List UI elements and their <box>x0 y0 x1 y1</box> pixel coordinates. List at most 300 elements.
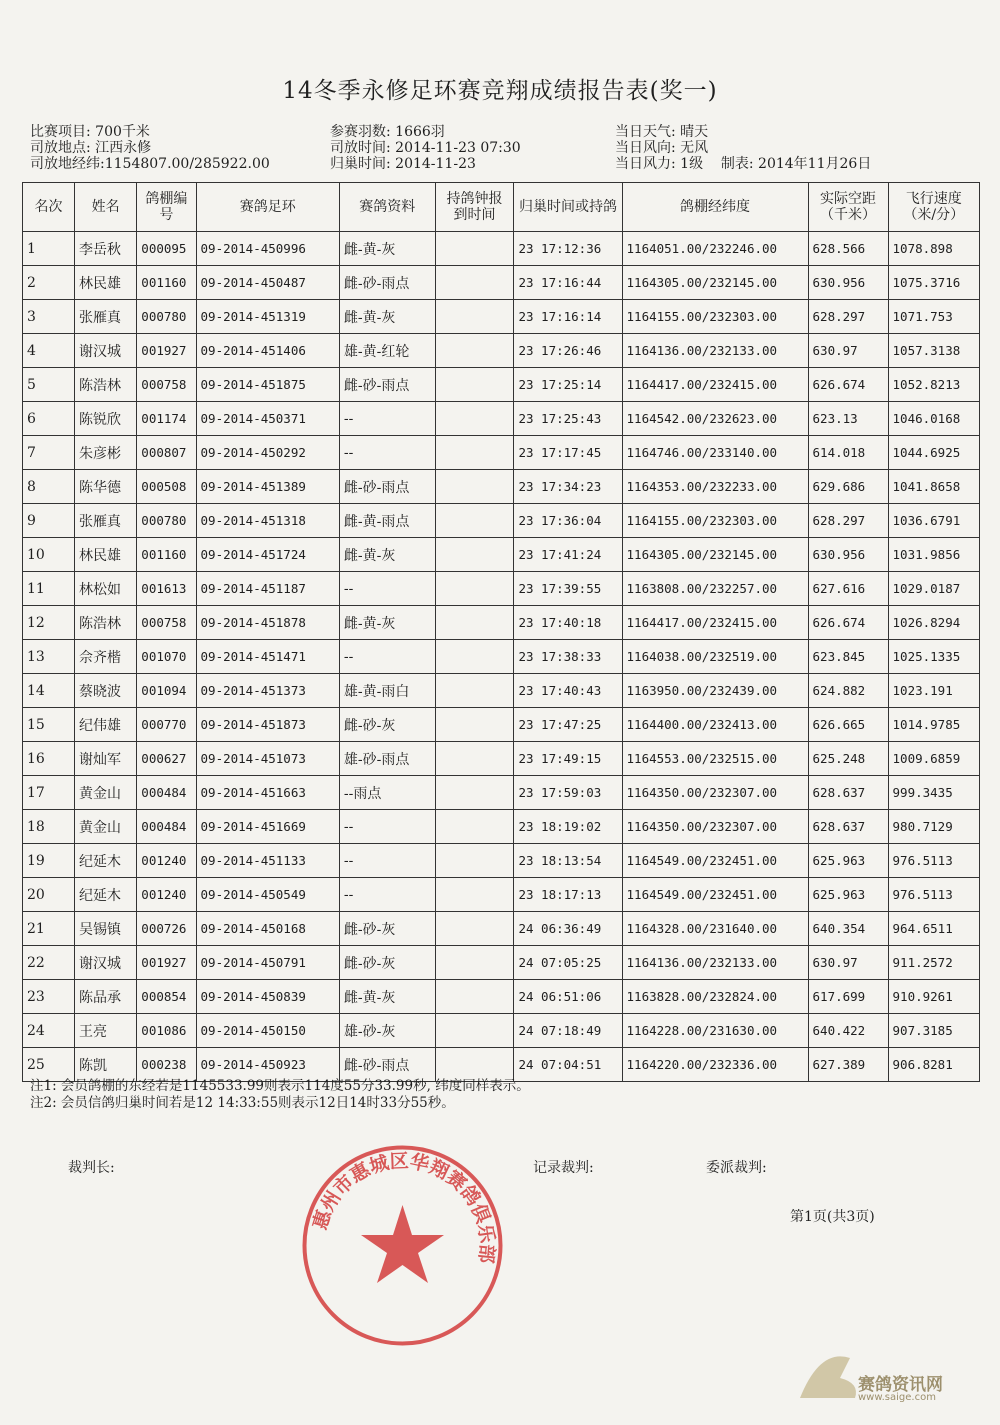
cell-name: 吴锡镇 <box>74 912 136 946</box>
cell-ring: 09-2014-450923 <box>196 1048 339 1082</box>
cell-coords: 1164328.00/231640.00 <box>622 912 808 946</box>
watermark-url: www.saige.com <box>858 1392 936 1403</box>
cell-ring: 09-2014-451875 <box>196 368 339 402</box>
cell-distance: 626.674 <box>808 606 888 640</box>
col-loft-no: 鸽棚编号 <box>137 183 196 232</box>
cell-ring: 09-2014-451873 <box>196 708 339 742</box>
cell-rank: 5 <box>23 368 75 402</box>
cell-ring: 09-2014-451724 <box>196 538 339 572</box>
wind-direction: 当日风向: 无风 <box>615 140 709 156</box>
cell-distance: 630.97 <box>808 334 888 368</box>
cell-pigeon-info: 雄-黄-雨白 <box>339 674 435 708</box>
note-2: 注2: 会员信鸽归巢时间若是12 14:33:55则表示12日14时33分55秒。 <box>30 1095 455 1111</box>
cell-name: 陈浩林 <box>74 368 136 402</box>
cell-return-time: 24 06:36:49 <box>514 912 622 946</box>
cell-pigeon-info: -- <box>339 810 435 844</box>
cell-ring: 09-2014-451319 <box>196 300 339 334</box>
cell-pigeon-info: 雌-黄-灰 <box>339 232 435 266</box>
cell-return-time: 23 17:49:15 <box>514 742 622 776</box>
cell-name: 纪延木 <box>74 878 136 912</box>
cell-distance: 628.637 <box>808 810 888 844</box>
cell-coords: 1164038.00/232519.00 <box>622 640 808 674</box>
cell-name: 纪伟雄 <box>74 708 136 742</box>
cell-rank: 12 <box>23 606 75 640</box>
info-right <box>615 124 871 172</box>
cell-loft-no: 000854 <box>137 980 196 1014</box>
cell-name: 林民雄 <box>74 266 136 300</box>
cell-rank: 7 <box>23 436 75 470</box>
cell-return-time: 23 17:40:43 <box>514 674 622 708</box>
cell-loft-no: 001094 <box>137 674 196 708</box>
cell-return-time: 23 17:16:44 <box>514 266 622 300</box>
cell-speed: 907.3185 <box>888 1014 979 1048</box>
release-time: 司放时间: 2014-11-23 07:30 <box>330 140 521 156</box>
report-title: 14冬季永修足环赛竞翔成绩报告表(奖一) <box>282 78 718 104</box>
cell-loft-no: 001160 <box>137 266 196 300</box>
cell-clock-time <box>435 708 514 742</box>
cell-clock-time <box>435 504 514 538</box>
cell-ring: 09-2014-451187 <box>196 572 339 606</box>
cell-loft-no: 000770 <box>137 708 196 742</box>
info-left <box>30 124 270 172</box>
cell-distance: 625.963 <box>808 844 888 878</box>
cell-return-time: 24 07:05:25 <box>514 946 622 980</box>
cell-pigeon-info: 雌-黄-灰 <box>339 980 435 1014</box>
watermark-name: 赛鸽资讯网 <box>858 1375 943 1395</box>
cell-clock-time <box>435 776 514 810</box>
cell-clock-time <box>435 368 514 402</box>
cell-name: 谢汉城 <box>74 334 136 368</box>
cell-speed: 1071.753 <box>888 300 979 334</box>
table-row <box>23 844 980 878</box>
table-row <box>23 402 980 436</box>
cell-coords: 1164228.00/231630.00 <box>622 1014 808 1048</box>
cell-return-time: 23 17:26:46 <box>514 334 622 368</box>
cell-rank: 20 <box>23 878 75 912</box>
cell-return-time: 23 17:17:45 <box>514 436 622 470</box>
cell-speed: 976.5113 <box>888 878 979 912</box>
table-row <box>23 232 980 266</box>
race-item: 比赛项目: 700千米 <box>30 124 150 140</box>
cell-name: 谢汉城 <box>74 946 136 980</box>
cell-name: 蔡晓波 <box>74 674 136 708</box>
cell-distance: 640.354 <box>808 912 888 946</box>
cell-distance: 628.297 <box>808 504 888 538</box>
cell-speed: 1078.898 <box>888 232 979 266</box>
release-place: 司放地点: 江西永修 <box>30 140 152 156</box>
cell-distance: 625.963 <box>808 878 888 912</box>
cell-clock-time <box>435 946 514 980</box>
cell-ring: 09-2014-450168 <box>196 912 339 946</box>
cell-coords: 1164417.00/232415.00 <box>622 368 808 402</box>
col-name: 姓名 <box>74 183 136 232</box>
cell-name: 陈凯 <box>74 1048 136 1082</box>
cell-pigeon-info: 雌-砂-灰 <box>339 912 435 946</box>
cell-clock-time <box>435 640 514 674</box>
cell-name: 张雁真 <box>74 300 136 334</box>
cell-speed: 1036.6791 <box>888 504 979 538</box>
col-distance: 实际空距（千米） <box>808 183 888 232</box>
cell-ring: 09-2014-451373 <box>196 674 339 708</box>
weather: 当日天气: 晴天 <box>615 124 709 140</box>
cell-pigeon-info: -- <box>339 402 435 436</box>
cell-speed: 1009.6859 <box>888 742 979 776</box>
cell-clock-time <box>435 1048 514 1082</box>
cell-ring: 09-2014-451669 <box>196 810 339 844</box>
table-row <box>23 1014 980 1048</box>
cell-rank: 24 <box>23 1014 75 1048</box>
cell-pigeon-info: -- <box>339 436 435 470</box>
cell-clock-time <box>435 538 514 572</box>
cell-pigeon-info: 雌-砂-灰 <box>339 708 435 742</box>
cell-pigeon-info: 雄-砂-灰 <box>339 1014 435 1048</box>
col-ring: 赛鸽足环 <box>196 183 339 232</box>
cell-coords: 1164155.00/232303.00 <box>622 504 808 538</box>
table-row <box>23 674 980 708</box>
cell-rank: 8 <box>23 470 75 504</box>
cell-coords: 1164155.00/232303.00 <box>622 300 808 334</box>
cell-loft-no: 001174 <box>137 402 196 436</box>
cell-rank: 3 <box>23 300 75 334</box>
table-row <box>23 368 980 402</box>
cell-return-time: 23 18:19:02 <box>514 810 622 844</box>
cell-loft-no: 001160 <box>137 538 196 572</box>
cell-ring: 09-2014-451389 <box>196 470 339 504</box>
cell-name: 李岳秋 <box>74 232 136 266</box>
cell-rank: 4 <box>23 334 75 368</box>
cell-coords: 1164305.00/232145.00 <box>622 538 808 572</box>
cell-distance: 614.018 <box>808 436 888 470</box>
note-1: 注1: 会员鸽棚的东经若是1145533.99则表示114度55分33.99秒, 纬度同样表示。 <box>30 1078 530 1094</box>
recorder-label: 记录裁判: <box>533 1160 594 1176</box>
entries: 参赛羽数: 1666羽 <box>330 124 445 140</box>
cell-coords: 1164136.00/232133.00 <box>622 946 808 980</box>
cell-distance: 626.665 <box>808 708 888 742</box>
cell-return-time: 23 17:39:55 <box>514 572 622 606</box>
cell-pigeon-info: 雌-砂-雨点 <box>339 1048 435 1082</box>
cell-name: 陈华德 <box>74 470 136 504</box>
stamp-star-icon <box>361 1205 444 1283</box>
cell-coords: 1163808.00/232257.00 <box>622 572 808 606</box>
cell-coords: 1164746.00/233140.00 <box>622 436 808 470</box>
cell-clock-time <box>435 1014 514 1048</box>
cell-pigeon-info: 雌-砂-雨点 <box>339 266 435 300</box>
table-row <box>23 980 980 1014</box>
cell-loft-no: 001613 <box>137 572 196 606</box>
cell-clock-time <box>435 300 514 334</box>
cell-ring: 09-2014-451406 <box>196 334 339 368</box>
cell-clock-time <box>435 402 514 436</box>
cell-ring: 09-2014-450996 <box>196 232 339 266</box>
table-row <box>23 776 980 810</box>
cell-clock-time <box>435 436 514 470</box>
cell-clock-time <box>435 980 514 1014</box>
cell-loft-no: 000758 <box>137 606 196 640</box>
cell-pigeon-info: 雌-黄-灰 <box>339 538 435 572</box>
cell-pigeon-info: -- <box>339 640 435 674</box>
table-row <box>23 810 980 844</box>
cell-rank: 19 <box>23 844 75 878</box>
table-body <box>23 232 980 1082</box>
cell-rank: 18 <box>23 810 75 844</box>
referee-label: 裁判长: <box>68 1160 115 1176</box>
cell-clock-time <box>435 810 514 844</box>
cell-pigeon-info: 雌-砂-雨点 <box>339 470 435 504</box>
cell-loft-no: 000484 <box>137 776 196 810</box>
cell-return-time: 23 17:41:24 <box>514 538 622 572</box>
cell-speed: 1075.3716 <box>888 266 979 300</box>
cell-ring: 09-2014-450549 <box>196 878 339 912</box>
cell-speed: 1046.0168 <box>888 402 979 436</box>
cell-distance: 640.422 <box>808 1014 888 1048</box>
cell-ring: 09-2014-450292 <box>196 436 339 470</box>
cell-return-time: 23 17:36:04 <box>514 504 622 538</box>
cell-return-time: 24 07:04:51 <box>514 1048 622 1082</box>
notes <box>30 1078 530 1112</box>
wind-force: 当日风力: 1级 <box>615 156 704 172</box>
cell-pigeon-info: 雄-砂-雨点 <box>339 742 435 776</box>
page-number: 第1页(共3页) <box>790 1209 875 1225</box>
cell-name: 佘齐楷 <box>74 640 136 674</box>
cell-distance: 628.297 <box>808 300 888 334</box>
cell-speed: 1023.191 <box>888 674 979 708</box>
cell-coords: 1164549.00/232451.00 <box>622 878 808 912</box>
cell-ring: 09-2014-451878 <box>196 606 339 640</box>
cell-loft-no: 000780 <box>137 300 196 334</box>
cell-coords: 1164353.00/232233.00 <box>622 470 808 504</box>
cell-speed: 906.8281 <box>888 1048 979 1082</box>
cell-clock-time <box>435 674 514 708</box>
cell-distance: 627.389 <box>808 1048 888 1082</box>
cell-ring: 09-2014-450791 <box>196 946 339 980</box>
cell-loft-no: 000780 <box>137 504 196 538</box>
table-row <box>23 912 980 946</box>
cell-distance: 629.686 <box>808 470 888 504</box>
cell-name: 王亮 <box>74 1014 136 1048</box>
cell-speed: 1014.9785 <box>888 708 979 742</box>
cell-rank: 16 <box>23 742 75 776</box>
cell-clock-time <box>435 606 514 640</box>
cell-speed: 1041.8658 <box>888 470 979 504</box>
cell-speed: 910.9261 <box>888 980 979 1014</box>
return-time: 归巢时间: 2014-11-23 <box>330 156 476 172</box>
cell-loft-no: 001240 <box>137 844 196 878</box>
cell-coords: 1163950.00/232439.00 <box>622 674 808 708</box>
cell-pigeon-info: 雌-砂-雨点 <box>339 368 435 402</box>
table-row <box>23 300 980 334</box>
cell-name: 陈品承 <box>74 980 136 1014</box>
cell-speed: 964.6511 <box>888 912 979 946</box>
cell-distance: 623.845 <box>808 640 888 674</box>
cell-ring: 09-2014-451471 <box>196 640 339 674</box>
table-row <box>23 572 980 606</box>
cell-return-time: 23 18:13:54 <box>514 844 622 878</box>
table-row <box>23 334 980 368</box>
cell-speed: 1057.3138 <box>888 334 979 368</box>
table-row <box>23 1048 980 1082</box>
cell-name: 黄金山 <box>74 810 136 844</box>
cell-pigeon-info: 雌-黄-灰 <box>339 300 435 334</box>
table-row <box>23 538 980 572</box>
cell-rank: 2 <box>23 266 75 300</box>
table-row <box>23 742 980 776</box>
cell-clock-time <box>435 572 514 606</box>
col-rank: 名次 <box>23 183 75 232</box>
cell-distance: 628.637 <box>808 776 888 810</box>
cell-coords: 1164051.00/232246.00 <box>622 232 808 266</box>
cell-clock-time <box>435 470 514 504</box>
cell-loft-no: 001927 <box>137 946 196 980</box>
cell-name: 林民雄 <box>74 538 136 572</box>
cell-pigeon-info: -- <box>339 572 435 606</box>
made-date: 制表: 2014年11月26日 <box>720 156 872 172</box>
cell-return-time: 23 17:40:18 <box>514 606 622 640</box>
cell-return-time: 23 17:25:14 <box>514 368 622 402</box>
cell-clock-time <box>435 878 514 912</box>
cell-coords: 1163828.00/232824.00 <box>622 980 808 1014</box>
cell-distance: 630.97 <box>808 946 888 980</box>
table-row <box>23 504 980 538</box>
stamp-text: 惠州市惠城区华翔赛鸽俱乐部 <box>309 1150 498 1265</box>
table-row <box>23 436 980 470</box>
col-clock-time: 持鸽钟报到时间 <box>435 183 514 232</box>
cell-speed: 1031.9856 <box>888 538 979 572</box>
cell-rank: 15 <box>23 708 75 742</box>
col-pigeon-info: 赛鸽资料 <box>339 183 435 232</box>
cell-clock-time <box>435 266 514 300</box>
cell-rank: 6 <box>23 402 75 436</box>
cell-coords: 1164350.00/232307.00 <box>622 776 808 810</box>
cell-return-time: 23 17:16:14 <box>514 300 622 334</box>
cell-coords: 1164553.00/232515.00 <box>622 742 808 776</box>
cell-return-time: 24 07:18:49 <box>514 1014 622 1048</box>
cell-pigeon-info: 雌-砂-灰 <box>339 946 435 980</box>
cell-distance: 617.699 <box>808 980 888 1014</box>
cell-rank: 13 <box>23 640 75 674</box>
club-seal-stamp <box>300 1143 505 1348</box>
table-row <box>23 878 980 912</box>
table-row <box>23 266 980 300</box>
cell-coords: 1164417.00/232415.00 <box>622 606 808 640</box>
cell-loft-no: 000726 <box>137 912 196 946</box>
cell-rank: 23 <box>23 980 75 1014</box>
cell-loft-no: 001927 <box>137 334 196 368</box>
cell-ring: 09-2014-451133 <box>196 844 339 878</box>
col-coords: 鸽棚经纬度 <box>622 183 808 232</box>
cell-name: 谢灿军 <box>74 742 136 776</box>
cell-loft-no: 000238 <box>137 1048 196 1082</box>
cell-return-time: 23 17:59:03 <box>514 776 622 810</box>
results-table <box>22 182 980 1082</box>
cell-coords: 1164305.00/232145.00 <box>622 266 808 300</box>
cell-return-time: 23 17:25:43 <box>514 402 622 436</box>
cell-distance: 628.566 <box>808 232 888 266</box>
cell-ring: 09-2014-450487 <box>196 266 339 300</box>
cell-coords: 1164542.00/232623.00 <box>622 402 808 436</box>
release-coords: 司放地经纬:1154807.00/285922.00 <box>30 156 270 172</box>
cell-ring: 09-2014-450150 <box>196 1014 339 1048</box>
cell-distance: 624.882 <box>808 674 888 708</box>
cell-rank: 25 <box>23 1048 75 1082</box>
cell-pigeon-info: 雌-黄-雨点 <box>339 504 435 538</box>
cell-distance: 625.248 <box>808 742 888 776</box>
table-header <box>23 183 980 232</box>
cell-loft-no: 001240 <box>137 878 196 912</box>
cell-loft-no: 000508 <box>137 470 196 504</box>
col-return-time: 归巢时间或持鸽 <box>514 183 622 232</box>
cell-return-time: 24 06:51:06 <box>514 980 622 1014</box>
cell-speed: 1026.8294 <box>888 606 979 640</box>
cell-coords: 1164400.00/232413.00 <box>622 708 808 742</box>
cell-clock-time <box>435 334 514 368</box>
table-row <box>23 606 980 640</box>
table-row <box>23 640 980 674</box>
cell-rank: 11 <box>23 572 75 606</box>
cell-ring: 09-2014-451318 <box>196 504 339 538</box>
cell-coords: 1164220.00/232336.00 <box>622 1048 808 1082</box>
cell-clock-time <box>435 844 514 878</box>
cell-coords: 1164549.00/232451.00 <box>622 844 808 878</box>
cell-speed: 1044.6925 <box>888 436 979 470</box>
table-row <box>23 708 980 742</box>
cell-pigeon-info: 雌-黄-灰 <box>339 606 435 640</box>
cell-name: 陈浩林 <box>74 606 136 640</box>
cell-loft-no: 000627 <box>137 742 196 776</box>
cell-distance: 626.674 <box>808 368 888 402</box>
table-row <box>23 946 980 980</box>
cell-return-time: 23 17:12:36 <box>514 232 622 266</box>
cell-clock-time <box>435 232 514 266</box>
cell-loft-no: 000484 <box>137 810 196 844</box>
cell-ring: 09-2014-450371 <box>196 402 339 436</box>
cell-return-time: 23 17:34:23 <box>514 470 622 504</box>
cell-name: 张雁真 <box>74 504 136 538</box>
cell-speed: 976.5113 <box>888 844 979 878</box>
cell-distance: 630.956 <box>808 538 888 572</box>
table-row <box>23 470 980 504</box>
cell-pigeon-info: --雨点 <box>339 776 435 810</box>
col-speed: 飞行速度（米/分） <box>888 183 979 232</box>
cell-distance: 623.13 <box>808 402 888 436</box>
cell-clock-time <box>435 912 514 946</box>
cell-speed: 1029.0187 <box>888 572 979 606</box>
cell-loft-no: 000095 <box>137 232 196 266</box>
cell-speed: 911.2572 <box>888 946 979 980</box>
cell-loft-no: 000758 <box>137 368 196 402</box>
cell-distance: 630.956 <box>808 266 888 300</box>
cell-rank: 1 <box>23 232 75 266</box>
cell-name: 朱彦彬 <box>74 436 136 470</box>
cell-speed: 1025.1335 <box>888 640 979 674</box>
cell-speed: 999.3435 <box>888 776 979 810</box>
cell-rank: 17 <box>23 776 75 810</box>
wind-force-line <box>615 156 871 172</box>
cell-return-time: 23 18:17:13 <box>514 878 622 912</box>
cell-pigeon-info: 雄-黄-红轮 <box>339 334 435 368</box>
cell-name: 纪延木 <box>74 844 136 878</box>
cell-ring: 09-2014-450839 <box>196 980 339 1014</box>
cell-rank: 21 <box>23 912 75 946</box>
cell-loft-no: 000807 <box>137 436 196 470</box>
cell-name: 陈锐欣 <box>74 402 136 436</box>
cell-coords: 1164136.00/232133.00 <box>622 334 808 368</box>
cell-speed: 980.7129 <box>888 810 979 844</box>
cell-return-time: 23 17:38:33 <box>514 640 622 674</box>
cell-distance: 627.616 <box>808 572 888 606</box>
cell-pigeon-info: -- <box>339 844 435 878</box>
cell-rank: 22 <box>23 946 75 980</box>
cell-pigeon-info: -- <box>339 878 435 912</box>
